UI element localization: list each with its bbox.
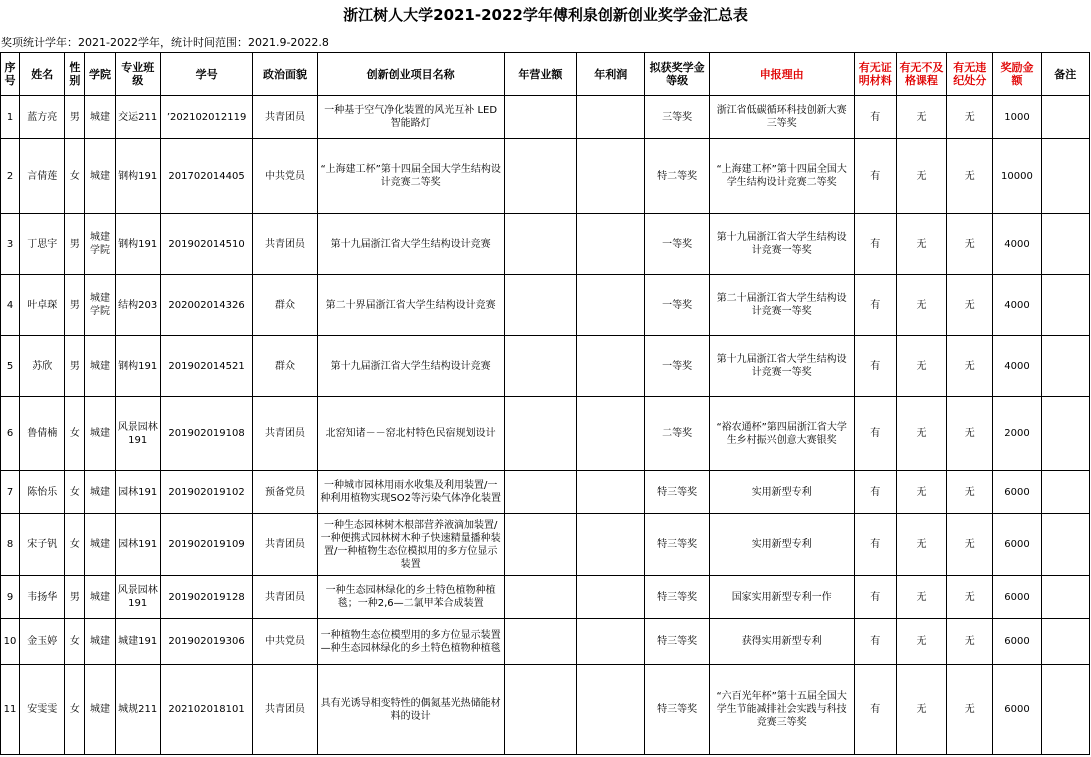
table-row (1, 275, 1090, 336)
table-cell[interactable]: 6000 (993, 619, 1041, 665)
table-cell[interactable] (504, 576, 576, 619)
table-cell[interactable]: 无 (947, 514, 993, 576)
table-cell[interactable]: 10000 (993, 139, 1041, 214)
table-cell[interactable]: 叶卓琛 (20, 275, 65, 336)
table-cell[interactable]: 无 (947, 139, 993, 214)
table-cell[interactable]: 201702014405 (160, 139, 253, 214)
table-cell[interactable]: 风景园林191 (115, 397, 160, 471)
table-row (1, 514, 1090, 576)
table-cell[interactable] (577, 471, 645, 514)
table-cell[interactable]: 一等奖 (645, 336, 709, 397)
table-cell[interactable]: 实用新型专利 (709, 514, 854, 576)
table-cell[interactable]: 共青团员 (253, 576, 317, 619)
table-cell[interactable]: 无 (947, 397, 993, 471)
table-row (1, 665, 1090, 755)
table-cell[interactable]: 中共党员 (253, 619, 317, 665)
table-cell[interactable]: 特三等奖 (645, 619, 709, 665)
table-cell[interactable]: 201902019306 (160, 619, 253, 665)
table-row (1, 471, 1090, 514)
table-cell[interactable]: 城建学院 (85, 214, 115, 275)
scholarship-table (0, 52, 1090, 755)
table-cell[interactable]: 浙江省低碳循环科技创新大赛三等奖 (709, 96, 854, 139)
table-cell[interactable]: 特三等奖 (645, 471, 709, 514)
table-cell[interactable]: 城建 (85, 336, 115, 397)
header-cell: 学号 (160, 53, 253, 96)
table-cell[interactable]: 城建 (85, 96, 115, 139)
table-cell[interactable] (504, 471, 576, 514)
table-cell[interactable]: 无 (947, 336, 993, 397)
table-cell[interactable]: 2 (1, 139, 20, 214)
table-cell[interactable]: 女 (65, 665, 85, 755)
table-cell[interactable]: 城建 (85, 514, 115, 576)
table-cell[interactable]: 无 (947, 275, 993, 336)
table-cell[interactable]: 1000 (993, 96, 1041, 139)
header-cell: 年利润 (577, 53, 645, 96)
header-cell: 年营业额 (504, 53, 576, 96)
table-cell[interactable] (1041, 397, 1089, 471)
table-cell[interactable]: 特三等奖 (645, 514, 709, 576)
table-cell[interactable]: 第十九届浙江省大学生结构设计竞赛一等奖 (709, 336, 854, 397)
table-cell[interactable]: 钢构191 (115, 139, 160, 214)
table-cell[interactable]: 钢构191 (115, 336, 160, 397)
table-cell[interactable]: “上海建工杯”第十四届全国大学生结构设计竞赛二等奖 (709, 139, 854, 214)
table-cell[interactable]: 蓝方亮 (20, 96, 65, 139)
header-cell: 有无证明材料 (854, 53, 896, 96)
table-cell[interactable]: 有 (854, 96, 896, 139)
table-cell[interactable]: 无 (896, 665, 946, 755)
table-cell[interactable]: 202002014326 (160, 275, 253, 336)
table-cell[interactable]: 城建 (85, 665, 115, 755)
table-cell[interactable] (504, 336, 576, 397)
table-cell[interactable]: 无 (947, 619, 993, 665)
table-cell[interactable]: 201902019128 (160, 576, 253, 619)
table-cell[interactable]: 城建 (85, 397, 115, 471)
table-cell[interactable]: 韦扬华 (20, 576, 65, 619)
table-cell[interactable]: 丁思宇 (20, 214, 65, 275)
table-cell[interactable]: 特二等奖 (645, 139, 709, 214)
table-cell[interactable] (1041, 214, 1089, 275)
table-cell[interactable]: 无 (896, 275, 946, 336)
table-cell[interactable]: 有 (854, 665, 896, 755)
table-cell[interactable]: 6 (1, 397, 20, 471)
table-cell[interactable]: 城建191 (115, 619, 160, 665)
table-cell[interactable]: 201902014510 (160, 214, 253, 275)
table-cell[interactable]: 苏欣 (20, 336, 65, 397)
table-row (1, 96, 1090, 139)
table-cell[interactable]: 第二十届浙江省大学生结构设计竞赛一等奖 (709, 275, 854, 336)
header-cell: 申报理由 (709, 53, 854, 96)
header-cell: 奖励金额 (993, 53, 1041, 96)
table-cell[interactable]: 第十九届浙江省大学生结构设计竞赛 (317, 214, 504, 275)
table-cell[interactable]: 无 (947, 96, 993, 139)
table-row (1, 619, 1090, 665)
table-cell[interactable]: 男 (65, 214, 85, 275)
table-cell[interactable]: 陈怡乐 (20, 471, 65, 514)
table-cell[interactable] (1041, 336, 1089, 397)
table-cell[interactable]: 4000 (993, 336, 1041, 397)
table-cell[interactable]: 202102018101 (160, 665, 253, 755)
table-cell[interactable]: 园林191 (115, 514, 160, 576)
table-cell[interactable]: 201902019109 (160, 514, 253, 576)
table-cell[interactable] (1041, 275, 1089, 336)
table-cell[interactable]: “裕农通杯”第四届浙江省大学生乡村振兴创意大赛银奖 (709, 397, 854, 471)
table-cell[interactable] (577, 397, 645, 471)
table-cell[interactable]: 女 (65, 139, 85, 214)
table-cell[interactable]: 获得实用新型专利 (709, 619, 854, 665)
table-cell[interactable]: 男 (65, 275, 85, 336)
table-cell[interactable] (1041, 471, 1089, 514)
sheet-subtitle: 奖项统计学年：2021-2022学年，统计时间范围：2021.9-2022.8 (1, 36, 329, 49)
table-cell[interactable]: 有 (854, 214, 896, 275)
header-cell: 拟获奖学金等级 (645, 53, 709, 96)
table-cell[interactable] (577, 336, 645, 397)
table-cell[interactable]: 交运211 (115, 96, 160, 139)
table-cell[interactable] (577, 214, 645, 275)
header-cell: 有无违纪处分 (947, 53, 993, 96)
table-cell[interactable]: 无 (896, 514, 946, 576)
table-cell[interactable]: 2000 (993, 397, 1041, 471)
table-cell[interactable]: 有 (854, 514, 896, 576)
table-cell[interactable]: 6000 (993, 471, 1041, 514)
table-row (1, 214, 1090, 275)
table-cell[interactable]: 8 (1, 514, 20, 576)
table-cell[interactable]: 无 (896, 619, 946, 665)
table-cell[interactable]: 鲁倩楠 (20, 397, 65, 471)
table-cell[interactable]: 预备党员 (253, 471, 317, 514)
table-cell[interactable]: 言倩莲 (20, 139, 65, 214)
table-cell[interactable]: 群众 (253, 275, 317, 336)
table-cell[interactable]: 4000 (993, 275, 1041, 336)
table-cell[interactable]: 有 (854, 139, 896, 214)
table-cell[interactable]: 一种城市园林用雨水收集及利用装置/一种利用植物实现SO2等污染气体净化装置 (317, 471, 504, 514)
table-cell[interactable] (1041, 619, 1089, 665)
table-cell[interactable]: 男 (65, 576, 85, 619)
table-cell[interactable]: 有 (854, 619, 896, 665)
table-cell[interactable]: 城建 (85, 619, 115, 665)
table-cell[interactable] (577, 514, 645, 576)
table-cell[interactable]: 园林191 (115, 471, 160, 514)
table-cell[interactable] (504, 96, 576, 139)
table-cell[interactable]: 一种基于空气净化装置的风光互补 LED 智能路灯 (317, 96, 504, 139)
table-cell[interactable]: 一种生态园林树木根部营养液滴加装置/一种便携式园林树木种子快速精量播种装置/一种植物生态位模拟用的多方位显示装置 (317, 514, 504, 576)
table-cell[interactable]: 第十九届浙江省大学生结构设计竞赛一等奖 (709, 214, 854, 275)
table-cell[interactable] (577, 96, 645, 139)
table-cell[interactable]: 金玉婷 (20, 619, 65, 665)
table-cell[interactable]: 9 (1, 576, 20, 619)
table-cell[interactable]: 有 (854, 471, 896, 514)
table-cell[interactable]: 201902014521 (160, 336, 253, 397)
table-cell[interactable]: 有 (854, 336, 896, 397)
table-cell[interactable]: 共青团员 (253, 96, 317, 139)
table-cell[interactable]: 宋子钒 (20, 514, 65, 576)
table-cell[interactable]: ’202102012119 (160, 96, 253, 139)
table-cell[interactable]: 201902019108 (160, 397, 253, 471)
table-cell[interactable]: “六百光年杯”第十五届全国大学生节能减排社会实践与科技竞赛三等奖 (709, 665, 854, 755)
table-cell[interactable]: 国家实用新型专利一作 (709, 576, 854, 619)
header-cell: 序号 (1, 53, 20, 96)
table-cell[interactable] (577, 275, 645, 336)
table-cell[interactable]: 有 (854, 275, 896, 336)
table-cell[interactable] (1041, 576, 1089, 619)
table-cell[interactable]: “上海建工杯”第十四届全国大学生结构设计竞赛二等奖 (317, 139, 504, 214)
table-cell[interactable]: 风景园林191 (115, 576, 160, 619)
table-cell[interactable]: 无 (947, 471, 993, 514)
table-cell[interactable]: 第二十界届浙江省大学生结构设计竞赛 (317, 275, 504, 336)
table-cell[interactable]: 城建学院 (85, 275, 115, 336)
header-row (1, 53, 1090, 96)
table-cell[interactable]: 具有光诱导相变特性的偶氮基光热储能材料的设计 (317, 665, 504, 755)
table-cell[interactable]: 一等奖 (645, 214, 709, 275)
header-cell: 创新创业项目名称 (317, 53, 504, 96)
table-cell[interactable]: 无 (947, 214, 993, 275)
table-cell[interactable] (504, 619, 576, 665)
table-cell[interactable]: 一等奖 (645, 275, 709, 336)
table-cell[interactable]: 1 (1, 96, 20, 139)
table-cell[interactable]: 无 (896, 139, 946, 214)
header-cell: 学院 (85, 53, 115, 96)
table-cell[interactable]: 男 (65, 336, 85, 397)
table-cell[interactable]: 实用新型专利 (709, 471, 854, 514)
table-cell[interactable]: 特三等奖 (645, 576, 709, 619)
table-cell[interactable]: 无 (896, 214, 946, 275)
table-cell[interactable]: 共青团员 (253, 514, 317, 576)
table-cell[interactable]: 城建 (85, 471, 115, 514)
table-cell[interactable] (504, 514, 576, 576)
header-cell: 姓名 (20, 53, 65, 96)
table-cell[interactable]: 3 (1, 214, 20, 275)
table-cell[interactable] (1041, 665, 1089, 755)
table-cell[interactable]: 有 (854, 576, 896, 619)
table-cell[interactable] (577, 619, 645, 665)
table-cell[interactable]: 5 (1, 336, 20, 397)
table-cell[interactable]: 6000 (993, 576, 1041, 619)
table-row (1, 139, 1090, 214)
table-cell[interactable]: 无 (896, 96, 946, 139)
table-cell[interactable]: 安雯雯 (20, 665, 65, 755)
table-row (1, 397, 1090, 471)
header-cell: 备注 (1041, 53, 1089, 96)
table-cell[interactable]: 无 (896, 471, 946, 514)
table-cell[interactable]: 11 (1, 665, 20, 755)
table-cell[interactable] (577, 576, 645, 619)
header-cell: 专业班级 (115, 53, 160, 96)
table-cell[interactable]: 三等奖 (645, 96, 709, 139)
table-cell[interactable] (504, 275, 576, 336)
header-cell: 有无不及格课程 (896, 53, 946, 96)
table-cell[interactable]: 一种植物生态位模型用的多方位显示装置—种生态园林绿化的乡土特色植物种植毯 (317, 619, 504, 665)
table-cell[interactable]: 有 (854, 397, 896, 471)
table-cell[interactable]: 女 (65, 397, 85, 471)
table-cell[interactable]: 中共党员 (253, 139, 317, 214)
table-cell[interactable]: 无 (896, 336, 946, 397)
table-cell[interactable]: 群众 (253, 336, 317, 397)
sheet-title: 浙江树人大学2021-2022学年傅利泉创新创业奖学金汇总表 (343, 6, 748, 24)
table-cell[interactable] (1041, 139, 1089, 214)
table-cell[interactable]: 城规211 (115, 665, 160, 755)
table-cell[interactable] (504, 665, 576, 755)
table-cell[interactable] (504, 214, 576, 275)
table-cell[interactable] (504, 139, 576, 214)
table-cell[interactable]: 7 (1, 471, 20, 514)
table-cell[interactable]: 无 (896, 397, 946, 471)
table-cell[interactable]: 4000 (993, 214, 1041, 275)
table-cell[interactable]: 女 (65, 514, 85, 576)
header-cell: 政治面貌 (253, 53, 317, 96)
table-cell[interactable]: 女 (65, 471, 85, 514)
table-cell[interactable] (1041, 96, 1089, 139)
table-cell[interactable]: 北窑知诸－－窑北村特色民宿规划设计 (317, 397, 504, 471)
table-cell[interactable]: 201902019102 (160, 471, 253, 514)
table-row (1, 336, 1090, 397)
table-cell[interactable]: 无 (947, 665, 993, 755)
table-cell[interactable]: 钢构191 (115, 214, 160, 275)
table-cell[interactable] (504, 397, 576, 471)
table-cell[interactable] (577, 139, 645, 214)
table-cell[interactable] (1041, 514, 1089, 576)
table-cell[interactable]: 结构203 (115, 275, 160, 336)
table-cell[interactable] (577, 665, 645, 755)
table-cell[interactable]: 共青团员 (253, 397, 317, 471)
table-cell[interactable]: 10 (1, 619, 20, 665)
table-cell[interactable]: 无 (896, 576, 946, 619)
table-cell[interactable]: 6000 (993, 665, 1041, 755)
table-cell[interactable]: 共青团员 (253, 214, 317, 275)
table-cell[interactable]: 男 (65, 96, 85, 139)
table-cell[interactable]: 4 (1, 275, 20, 336)
table-cell[interactable]: 女 (65, 619, 85, 665)
table-cell[interactable]: 特三等奖 (645, 665, 709, 755)
table-cell[interactable]: 城建 (85, 576, 115, 619)
table-cell[interactable]: 第十九届浙江省大学生结构设计竞赛 (317, 336, 504, 397)
table-cell[interactable]: 6000 (993, 514, 1041, 576)
table-cell[interactable]: 无 (947, 576, 993, 619)
table-cell[interactable]: 二等奖 (645, 397, 709, 471)
table-cell[interactable]: 共青团员 (253, 665, 317, 755)
table-row (1, 576, 1090, 619)
table-cell[interactable]: 一种生态园林绿化的乡土特色植物种植毯；一种2,6—二氯甲苯合成装置 (317, 576, 504, 619)
table-cell[interactable]: 城建 (85, 139, 115, 214)
header-cell: 性别 (65, 53, 85, 96)
